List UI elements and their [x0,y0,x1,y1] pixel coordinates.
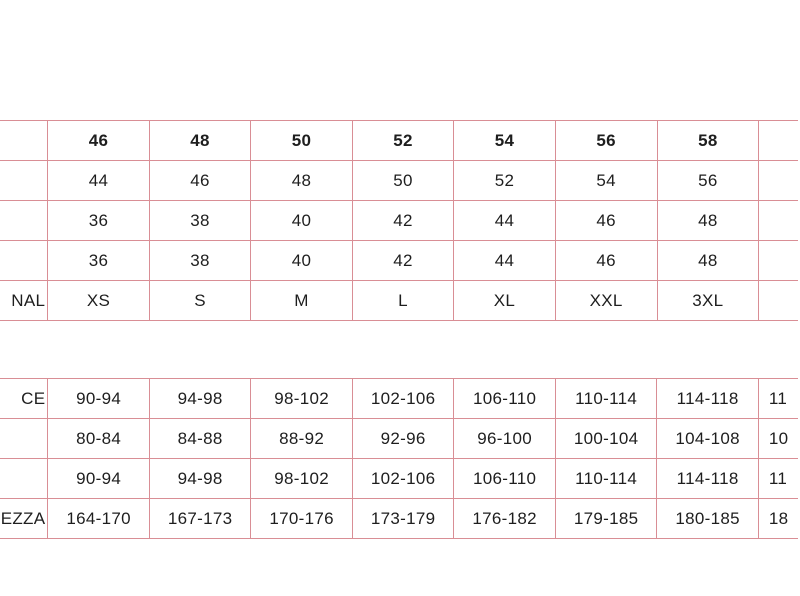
cut-off-cell [759,281,798,321]
table-cell: 88-92 [251,419,353,459]
table-cell: 48 [657,201,759,241]
table-cell: 167-173 [149,499,251,539]
table-cell: 38 [149,201,250,241]
cut-off-cell [759,201,798,241]
table-cell: 54 [555,161,657,201]
row-label: CE [0,379,48,419]
row-label [0,201,48,241]
table-cell: XS [48,281,150,321]
header-row [0,121,798,161]
table-cell: 170-176 [251,499,353,539]
size-header: 58 [657,121,759,161]
table-cell: 106-110 [454,459,556,499]
table-cell: 42 [352,201,453,241]
table-cell: 44 [454,201,556,241]
table-cell: 52 [454,161,556,201]
table-cell: 56 [657,161,759,201]
table-cell: 96-100 [454,419,556,459]
table-cell: 46 [149,161,250,201]
table-cell: XL [454,281,556,321]
cut-off-cell [759,161,798,201]
table-cell: 92-96 [352,419,454,459]
table-row [0,379,798,419]
table-cell: 94-98 [149,459,251,499]
size-header: 56 [555,121,657,161]
cut-off-cell: 10 [758,419,798,459]
table-cell: 98-102 [251,379,353,419]
table-cell: 38 [149,241,250,281]
row-label [0,419,48,459]
table-cell: 44 [48,161,150,201]
cut-off-cell: 11 [758,459,798,499]
table-cell: 176-182 [454,499,556,539]
table-cell: 90-94 [48,379,150,419]
size-header: 48 [149,121,250,161]
table-cell: 36 [48,201,150,241]
table-cell: 164-170 [48,499,150,539]
table-cell: 50 [352,161,453,201]
body-measurements-table [0,378,798,539]
table-cell: 3XL [657,281,759,321]
table-row [0,201,798,241]
table-cell: 102-106 [352,379,454,419]
table-cell: M [251,281,352,321]
table-row [0,281,798,321]
size-header: 46 [48,121,150,161]
table-cell: 180-185 [657,499,759,539]
table-row [0,161,798,201]
cut-off-cell: 18 [758,499,798,539]
table-cell: 36 [48,241,150,281]
table-cell: 110-114 [555,379,657,419]
table-cell: S [149,281,250,321]
table-cell: 44 [454,241,556,281]
table-row [0,241,798,281]
size-conversion-table [0,120,798,321]
table-cell: 173-179 [352,499,454,539]
table-cell: 110-114 [555,459,657,499]
table-cell: 48 [657,241,759,281]
table-row [0,419,798,459]
table-cell: 84-88 [149,419,251,459]
table-cell: 98-102 [251,459,353,499]
table-cell: 42 [352,241,453,281]
row-label [0,161,48,201]
cut-off-cell [759,121,798,161]
table-cell: 100-104 [555,419,657,459]
table-cell: 48 [251,161,352,201]
table-row [0,459,798,499]
table-cell: 46 [555,241,657,281]
table-cell: 114-118 [657,379,759,419]
table-cell: 102-106 [352,459,454,499]
table-cell: 46 [555,201,657,241]
size-header: 54 [454,121,556,161]
size-header: 52 [352,121,453,161]
table-cell: XXL [555,281,657,321]
table-cell: 80-84 [48,419,150,459]
row-label [0,241,48,281]
row-label: EZZA [0,499,48,539]
size-header: 50 [251,121,352,161]
cut-off-cell: 11 [758,379,798,419]
table-cell: 104-108 [657,419,759,459]
table-cell: 40 [251,201,352,241]
row-label: NAL [0,281,48,321]
table-cell: 94-98 [149,379,251,419]
cut-off-cell [759,241,798,281]
table-cell: 40 [251,241,352,281]
table-row [0,499,798,539]
table-cell: 114-118 [657,459,759,499]
table-cell: 90-94 [48,459,150,499]
row-label [0,121,48,161]
row-label [0,459,48,499]
table-cell: 179-185 [555,499,657,539]
table-cell: L [352,281,453,321]
table-cell: 106-110 [454,379,556,419]
